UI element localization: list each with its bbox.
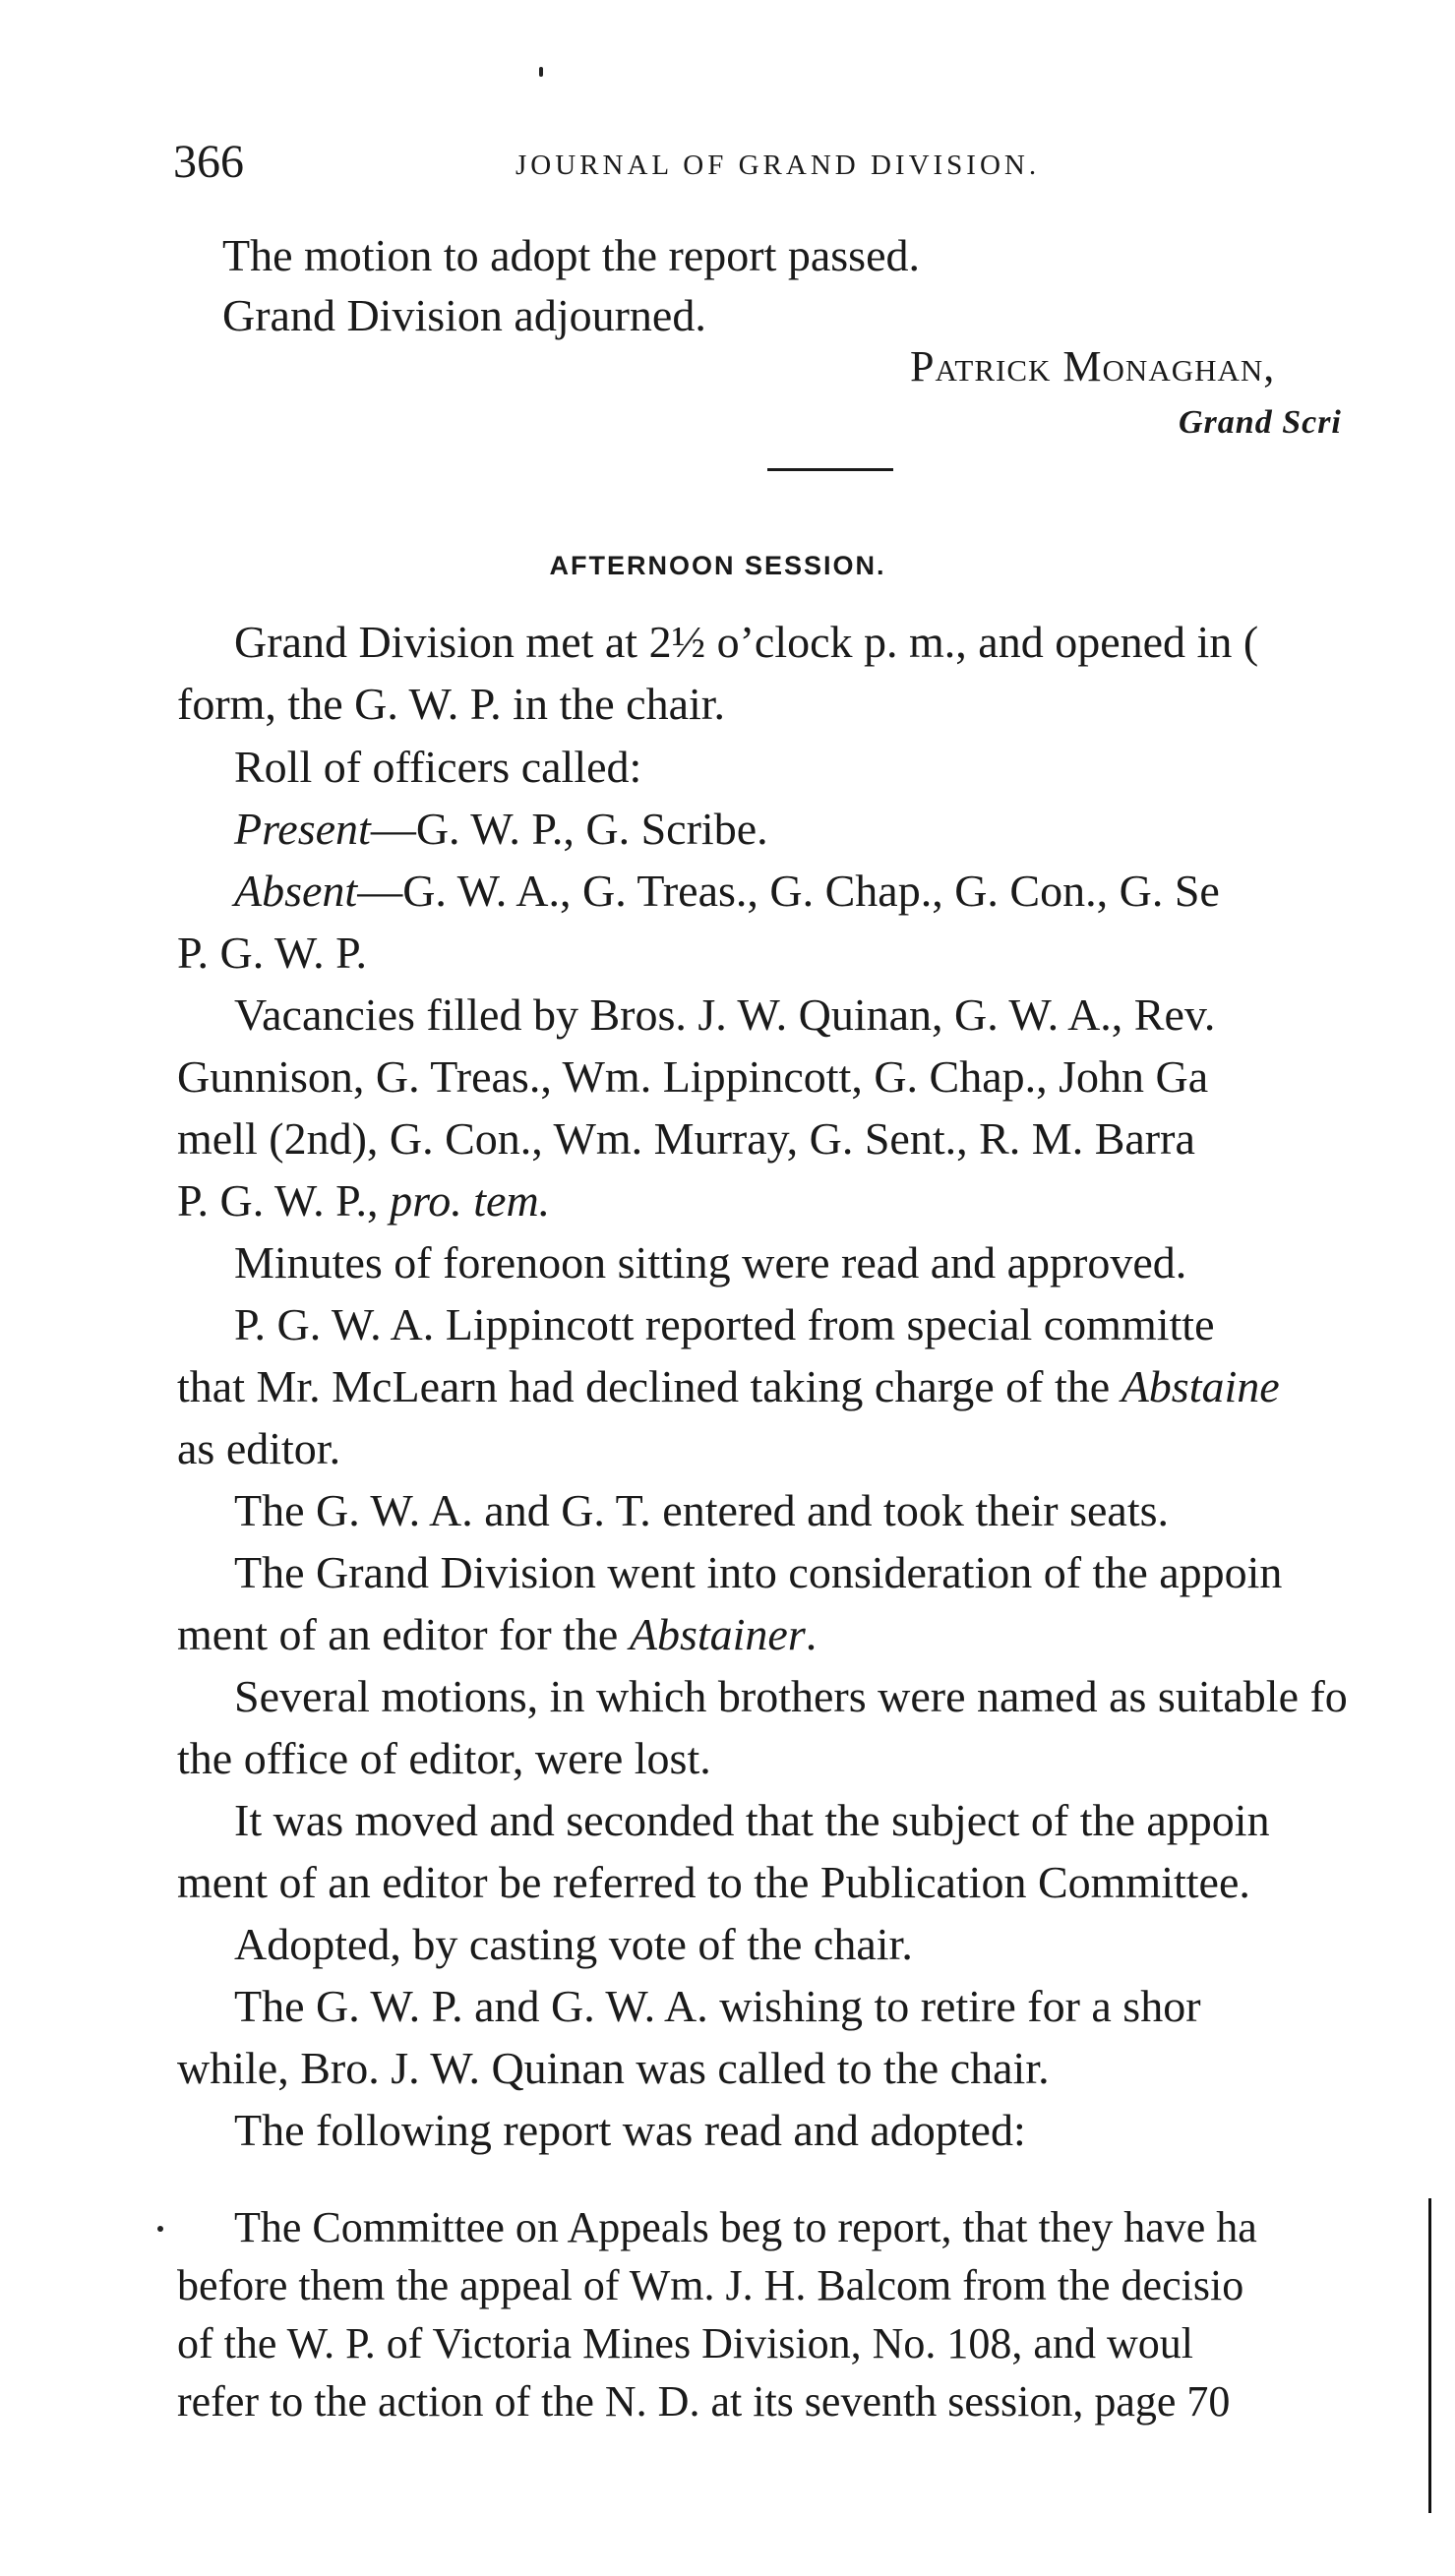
body-line: The G. W. A. and G. T. entered and took their seats. (234, 1485, 1170, 1535)
signature-title: Grand Scri (1179, 404, 1342, 441)
report-line: of the W. P. of Victoria Mines Division, No. 108, and woul (177, 2319, 1193, 2367)
section-divider-rule (767, 468, 893, 471)
italic-term: pro. tem. (390, 1175, 551, 1226)
running-head: JOURNAL OF GRAND DIVISION. (515, 150, 1041, 181)
body-line: It was moved and seconded that the subject of the appoin (234, 1795, 1270, 1845)
page-header (173, 133, 1265, 192)
body-line (177, 1607, 817, 1662)
ink-speck (157, 2226, 163, 2232)
body-line: Adopted, by casting vote of the chair. (234, 1919, 913, 1969)
body-line: Several motions, in which brothers were named as suitable fo (234, 1671, 1348, 1721)
ink-speck (539, 67, 543, 77)
report-line: before them the appeal of Wm. J. H. Balcom from the decisio (177, 2261, 1244, 2309)
report-line: refer to the action of the N. D. at its seventh session, page 70 (177, 2377, 1231, 2426)
body-line: Minutes of forenoon sitting were read and approved. (234, 1237, 1187, 1288)
body-line: The Grand Division went into consideration of the appoin (234, 1547, 1283, 1597)
body-line: The following report was read and adopted: (234, 2105, 1026, 2155)
body-line: Roll of officers called: (234, 742, 642, 792)
italic-term: Abstaine (1121, 1361, 1280, 1411)
body-line (234, 864, 1220, 919)
body-line: mell (2nd), G. Con., Wm. Murray, G. Sent., R. M. Barra (177, 1113, 1195, 1164)
line-rest: . (805, 1609, 818, 1659)
italic-term: Absent (234, 866, 358, 916)
scan-edge-line (1428, 2198, 1431, 2513)
body-line: The G. W. P. and G. W. A. wishing to retire for a shor (234, 1981, 1201, 2031)
line-pre: P. G. W. P., (177, 1175, 391, 1226)
page-number: 366 (173, 136, 244, 188)
body-line: while, Bro. J. W. Quinan was called to the chair. (177, 2043, 1050, 2093)
body-line: P. G. W. P. (177, 928, 368, 978)
italic-term: Present (234, 804, 371, 854)
signature-name: Patrick Monaghan, (910, 342, 1276, 390)
body-line (177, 1359, 1280, 1414)
italic-term: Abstainer (629, 1609, 806, 1659)
body-line (234, 802, 768, 857)
body-line: Grand Division met at 2½ o’clock p. m., and opened in ( (234, 617, 1259, 667)
body-line: ment of an editor be referred to the Publication Committee. (177, 1857, 1250, 1907)
body-line: as editor. (177, 1423, 341, 1473)
body-line: Gunnison, G. Treas., Wm. Lippincott, G. Chap., John Ga (177, 1051, 1209, 1102)
section-heading: AFTERNOON SESSION. (549, 551, 886, 580)
body-line: form, the G. W. P. in the chair. (177, 679, 726, 729)
line-pre: that Mr. McLearn had declined taking charge of the (177, 1361, 1122, 1411)
body-line: P. G. W. A. Lippincott reported from special committe (234, 1299, 1215, 1349)
report-line: The Committee on Appeals beg to report, that they have ha (234, 2203, 1257, 2251)
closing-line-1: The motion to adopt the report passed. (222, 230, 921, 280)
closing-line-2: Grand Division adjourned. (222, 290, 706, 340)
body-line (177, 1173, 550, 1228)
line-rest: —G. W. A., G. Treas., G. Chap., G. Con., G. Se (357, 866, 1220, 916)
body-line: Vacancies filled by Bros. J. W. Quinan, G. W. A., Rev. (234, 989, 1216, 1040)
line-rest: —G. W. P., G. Scribe. (370, 804, 768, 854)
body-line: the office of editor, were lost. (177, 1733, 711, 1783)
line-pre: ment of an editor for the (177, 1609, 630, 1659)
